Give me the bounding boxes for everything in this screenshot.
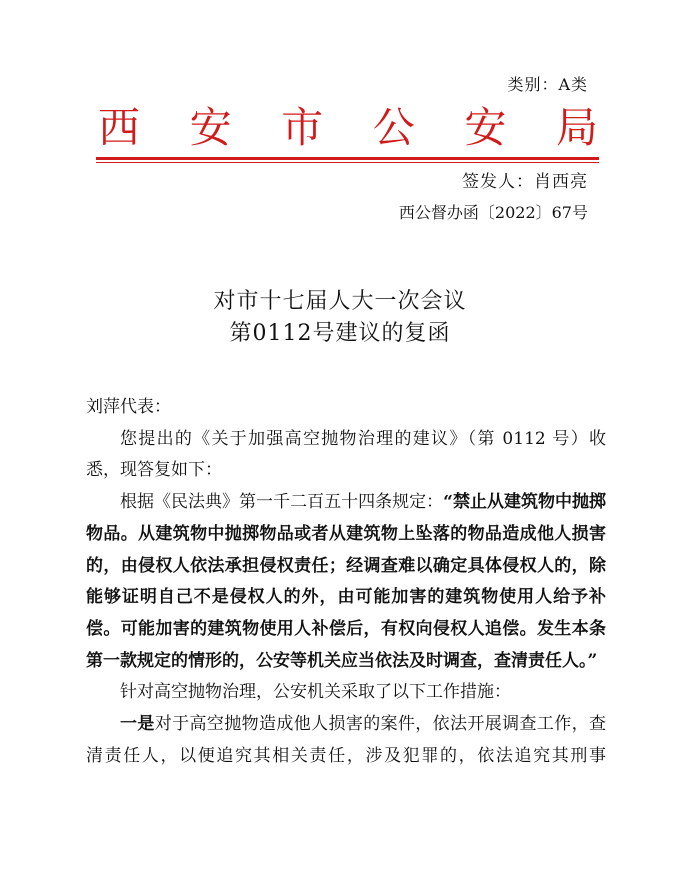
document-category: 类别：A类: [507, 75, 588, 94]
title-line-2: 第0112号建议的复函: [229, 321, 451, 346]
org-title-char: 局: [555, 103, 598, 152]
letter-body: [86, 392, 606, 772]
org-title-char: 市: [281, 103, 324, 152]
org-title-char: 安: [189, 103, 232, 152]
document-number: 西公督办函〔2022〕67号: [398, 203, 588, 222]
signer-line: 签发人：肖西亮: [462, 172, 588, 192]
document-title: [0, 286, 680, 350]
org-title-char: 公: [372, 103, 415, 152]
measure-one-text: 对于高空抛物造成他人损害的案件，依法开展调查工作，查清责任人，以便追究其相关责任，涉及犯罪的，依法追究其刑事: [86, 714, 607, 766]
issuing-organization-title: [98, 102, 598, 154]
org-title-char: 安: [464, 103, 507, 152]
salutation: 刘萍代表：: [86, 397, 171, 417]
legal-basis-intro: 根据《民法典》第一千二百五十四条规定：: [120, 492, 444, 513]
org-title-char: 西: [98, 103, 141, 152]
paragraph-acknowledgement: 您提出的《关于加强高空抛物治理的建议》（第 0112 号）收悉，现答复如下：: [86, 428, 606, 481]
title-line-1: 对市十七届人大一次会议: [213, 289, 467, 314]
red-divider-thick: [96, 157, 599, 160]
paragraph-measure-one: [86, 709, 606, 772]
measure-one-lead: 一是: [120, 714, 155, 735]
paragraph-legal-basis: [86, 487, 606, 677]
red-divider-thin: [96, 162, 599, 163]
legal-quote: “禁止从建筑物中抛掷物品。从建筑物中抛掷物品或者从建筑物上坠落的物品造成他人损害的，由侵权人依法承担侵权责任；经调查难以确定具体侵权人的，除能够证明自己不是侵权人的外，由可能加害的建筑物使用人给予补偿。可能加害的建筑物使用人补偿后，有权向侵权人追偿。发生本条第一款规定的情形的，公安等机关应当依法及时调查，查清责任人。”: [86, 492, 607, 671]
paragraph-measures-intro: 针对高空抛物治理，公安机关采取了以下工作措施：: [120, 682, 511, 703]
